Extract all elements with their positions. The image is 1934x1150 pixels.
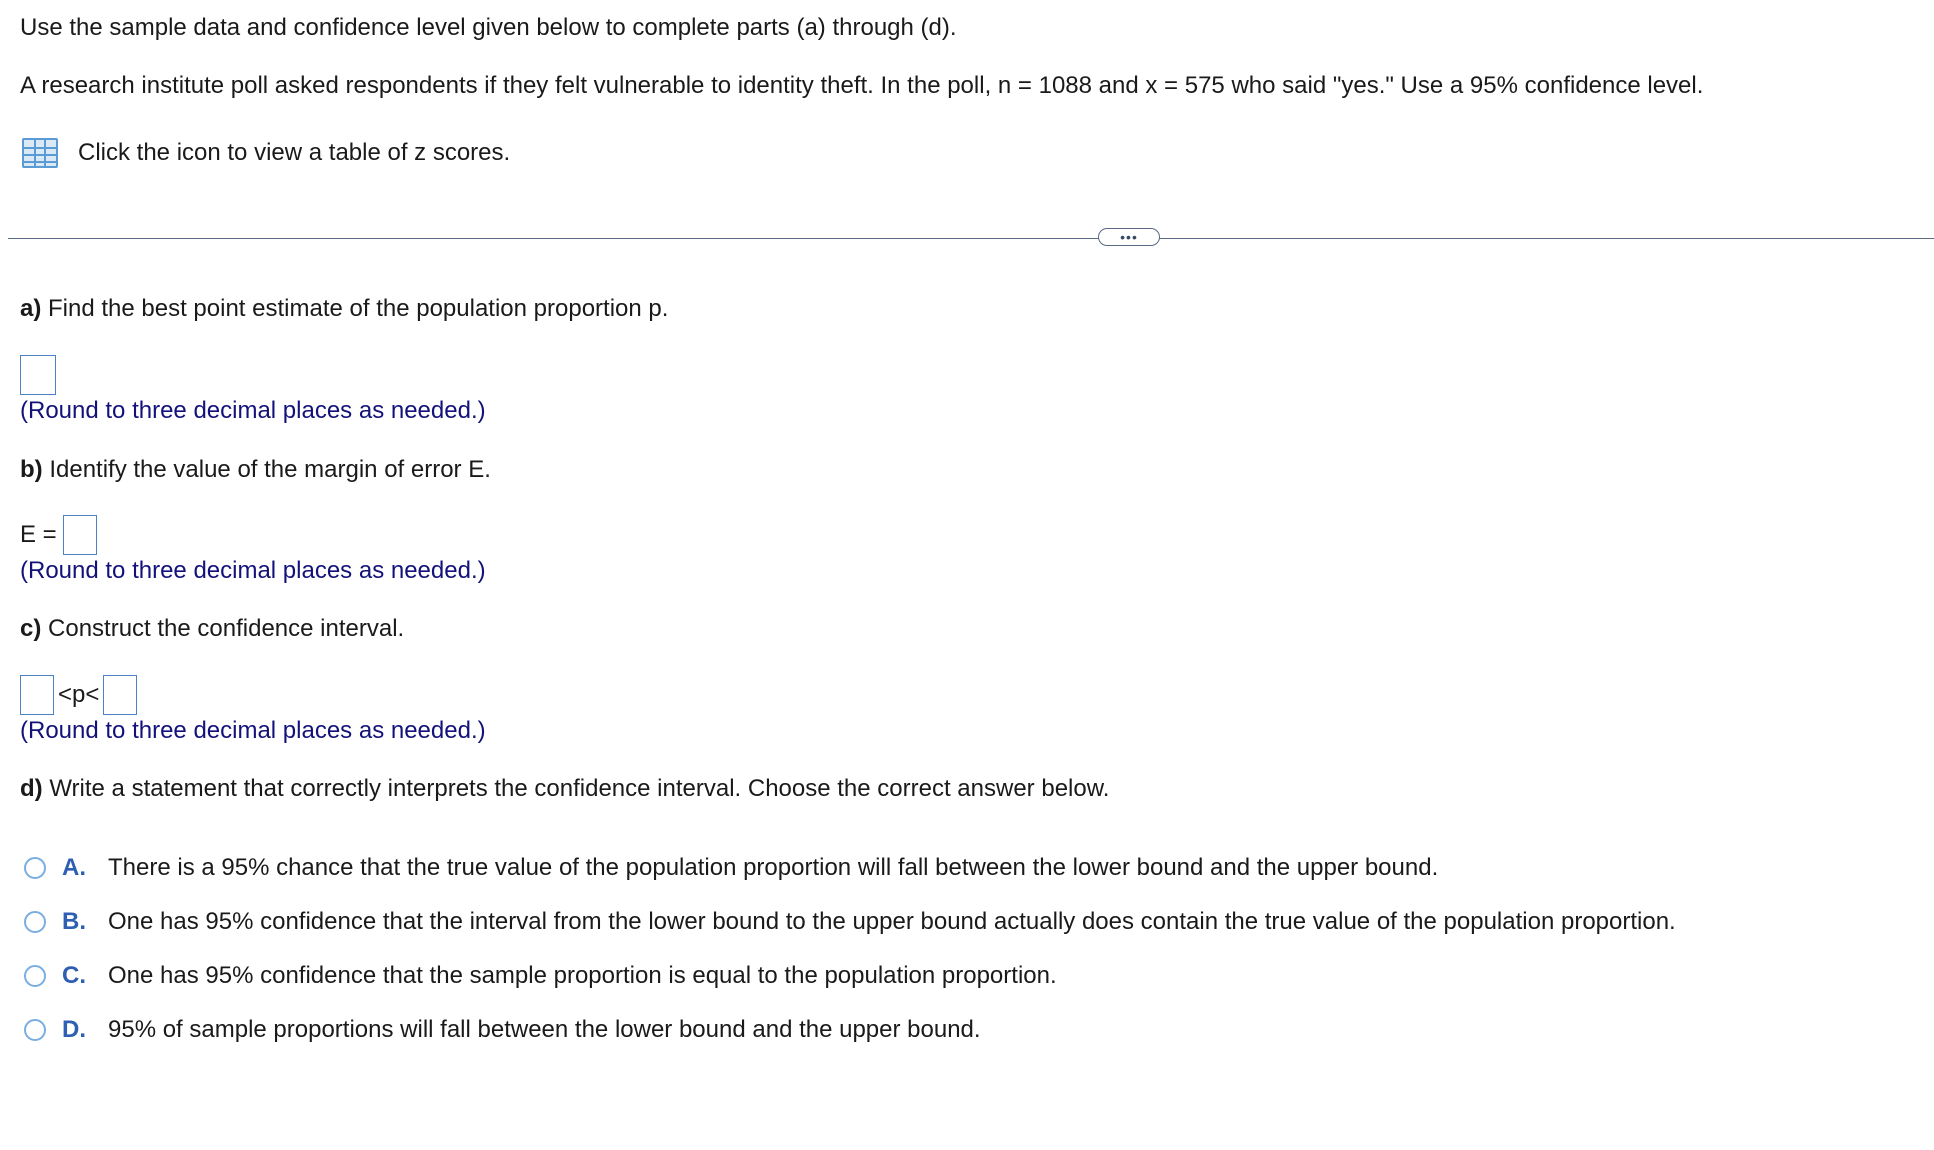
lower-bound-input[interactable] — [20, 675, 54, 715]
option-b-letter: B. — [62, 908, 86, 935]
part-b-round-hint: (Round to three decimal places as needed.) — [20, 557, 486, 584]
margin-of-error-label: E = — [20, 520, 57, 548]
part-d-question — [20, 775, 1109, 804]
option-b-text: One has 95% confidence that the interval from the lower bound to the upper bound actually does contain the true value of the population proportion. — [108, 908, 1676, 935]
upper-bound-input[interactable] — [103, 675, 137, 715]
section-divider — [8, 238, 1934, 239]
margin-of-error-row — [20, 515, 97, 555]
part-d-text: Write a statement that correctly interprets the confidence interval. Choose the correct answer below. — [42, 775, 1110, 802]
table-grid-icon[interactable] — [22, 138, 58, 168]
part-c-round-hint: (Round to three decimal places as needed.) — [20, 717, 486, 744]
option-d-text: 95% of sample proportions will fall between the lower bound and the upper bound. — [108, 1016, 981, 1043]
part-a-text: Find the best point estimate of the population proportion p. — [41, 295, 669, 322]
part-b-tag: b) — [20, 456, 43, 483]
option-b[interactable] — [24, 908, 1676, 936]
expand-more-button[interactable]: ••• — [1098, 228, 1160, 246]
option-c-letter: C. — [62, 962, 86, 989]
margin-of-error-input[interactable] — [63, 515, 97, 555]
confidence-interval-row — [20, 675, 137, 715]
option-d[interactable] — [24, 1016, 981, 1044]
point-estimate-input[interactable] — [20, 355, 56, 395]
option-a[interactable] — [24, 854, 1438, 882]
option-b-radio[interactable] — [24, 911, 46, 933]
option-a-letter: A. — [62, 854, 86, 881]
part-d-tag: d) — [20, 775, 43, 802]
part-b-question — [20, 456, 491, 485]
option-a-text: There is a 95% chance that the true value of the population proportion will fall between the lower bound and the upper bound. — [108, 854, 1439, 881]
part-a-tag: a) — [20, 295, 42, 322]
option-d-letter: D. — [62, 1016, 86, 1043]
z-table-link-row — [22, 138, 510, 168]
option-d-radio[interactable] — [24, 1019, 46, 1041]
part-a-round-hint: (Round to three decimal places as needed.) — [20, 397, 486, 424]
option-a-radio[interactable] — [24, 857, 46, 879]
part-c-question — [20, 615, 404, 644]
option-c-text: One has 95% confidence that the sample proportion is equal to the population proportion. — [108, 962, 1057, 989]
z-table-link-text: Click the icon to view a table of z scores. — [78, 138, 511, 166]
part-b-text: Identify the value of the margin of error E. — [42, 456, 491, 483]
part-c-tag: c) — [20, 615, 42, 642]
problem-statement: A research institute poll asked respondents if they felt vulnerable to identity theft. In the poll, n = 1088 and x = 575 who said "yes." Use a 95% confidence level. — [20, 72, 1704, 99]
option-c-radio[interactable] — [24, 965, 46, 987]
option-c[interactable] — [24, 962, 1057, 990]
interval-symbol: <p< — [58, 680, 100, 708]
part-a-question — [20, 295, 668, 324]
instructions-text: Use the sample data and confidence level given below to complete parts (a) through (d). — [20, 14, 957, 41]
part-c-text: Construct the confidence interval. — [41, 615, 405, 642]
